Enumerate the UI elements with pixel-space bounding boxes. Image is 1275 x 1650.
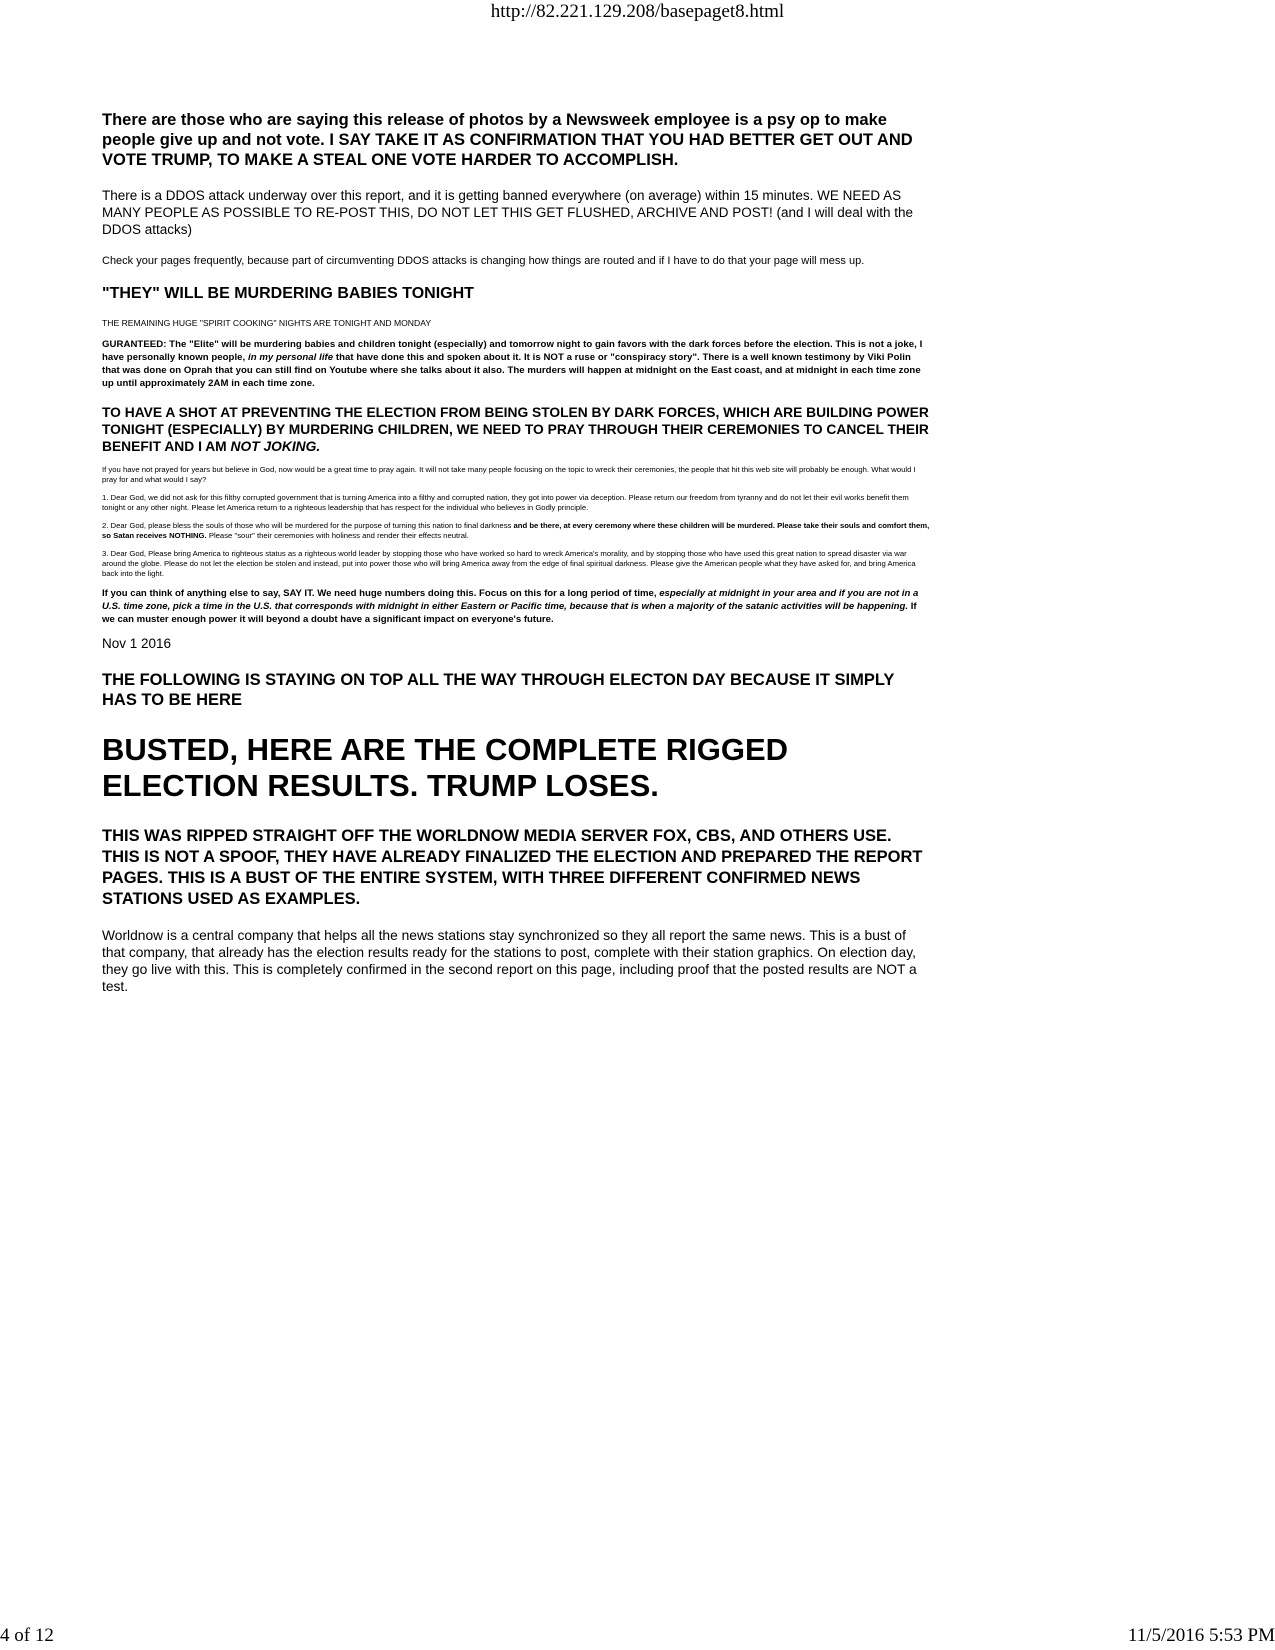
print-timestamp: 11/5/2016 5:53 PM [1127, 1625, 1275, 1646]
prayer-2-text-1: 2. Dear God, please bless the souls of those who will be murdered for the purpose of turning this nation to final darkness [102, 521, 514, 530]
pray-intro-paragraph: If you have not prayed for years but believe in God, now would be a great time to pray again. It will not take many people focusing on the topic to wreck their ceremonies, the people that hit this web site will probably be enough. What would I pray for and what would I say? [102, 465, 916, 484]
following-heading: THE FOLLOWING IS STAYING ON TOP ALL THE WAY THROUGH ELECTON DAY BECAUSE IT SIMPLY HAS TO BE HERE [102, 671, 895, 709]
article-content [102, 110, 930, 995]
remaining-nights-note: THE REMAINING HUGE "SPIRIT COOKING" NIGHTS ARE TONIGHT AND MONDAY [102, 318, 432, 328]
murder-heading: "THEY" WILL BE MURDERING BABIES TONIGHT [102, 285, 474, 302]
guaranteed-italic: in my personal life [247, 352, 334, 363]
think-paragraph [102, 587, 930, 626]
prayer-2-text-2: Please "sour" their ceremonies with holiness and render their effects neutral. [206, 531, 469, 540]
worldnow-paragraph: Worldnow is a central company that helps all the news stations stay synchronized so they all report the same news. This is a bust of that company, that already has the election results ready for the stations to post, complete with their station graphics. On election day, they go live with this. This is completely confirmed in the second report on this page, including proof that the posted results are NOT a test. [102, 928, 917, 994]
ddos-paragraph: There is a DDOS attack underway over this report, and it is getting banned everywhere (on average) within 15 minutes. WE NEED AS MANY PEOPLE AS POSSIBLE TO RE-POST THIS, DO NOT LET THIS GET FLUSHED, ARCHIVE AND POST! (and I will deal with the DDOS attacks) [102, 188, 914, 237]
think-text-2: If we can muster enough power it will beyond a doubt have a significant impact on everyone's future. [102, 601, 917, 625]
page-counter: 4 of 12 [0, 1625, 54, 1646]
prevent-heading-text: TO HAVE A SHOT AT PREVENTING THE ELECTION FROM BEING STOLEN BY DARK FORCES, WHICH ARE BUILDING POWER TONIGHT (ESPECIALLY) BY MURDERING CHILDREN, WE NEED TO PRAY THROUGH THEIR CEREMONIES TO CANCEL THEIR BENEFIT AND I AM [102, 405, 929, 454]
prayer-1-paragraph: 1. Dear God, we did not ask for this filthy corrupted government that is turning America into a filthy and corrupted nation, they got into power via deception. Please return our freedom from tyranny and do not let their evil works benefit them tonight or any other night. Please let America return to a righteous leadership that has respect for the individual who believes in Godly principle. [102, 493, 909, 512]
lead-heading: There are those who are saying this release of photos by a Newsweek employee is a psy op to make people give up and not vote. I SAY TAKE IT AS CONFIRMATION THAT YOU HAD BETTER GET OUT AND VOTE TRUMP, TO MAKE A STEAL ONE VOTE HARDER TO ACCOMPLISH. [102, 111, 913, 169]
prevent-heading [102, 404, 930, 455]
prayer-2-paragraph [102, 521, 930, 541]
guaranteed-paragraph [102, 338, 930, 390]
guaranteed-text-2: that have done this and spoken about it. It is NOT a ruse or "conspiracy story". There is a well known testimony by Viki Polin that was done on Oprah that you can still find on Youtube where she talks about it also. The murders will happen at midnight on the East coast, and at midnight in each time zone up until approximately 2AM in each time zone. [102, 352, 921, 389]
ripped-heading: THIS WAS RIPPED STRAIGHT OFF THE WORLDNOW MEDIA SERVER FOX, CBS, AND OTHERS USE. THIS IS NOT A SPOOF, THEY HAVE ALREADY FINALIZED THE ELECTION AND PREPARED THE REPORT PAGES. THIS IS A BUST OF THE ENTIRE SYSTEM, WITH THREE DIFFERENT CONFIRMED NEWS STATIONS USED AS EXAMPLES. [102, 827, 923, 908]
think-italic: especially at midnight in your area and if you are not in a U.S. time zone, pick a time in the U.S. that corresponds with midnight in either Eastern or Pacific time, because that is when a majority of the satanic activities will be happening. [102, 588, 919, 612]
guaranteed-text-1: GURANTEED: The "Elite" will be murdering babies and children tonight (especially) and tomorrow night to gain favors with the dark forces before the election. This is not a joke, I have personally known people, [102, 339, 923, 363]
prevent-heading-italic: NOT JOKING. [230, 439, 321, 454]
post-date: Nov 1 2016 [102, 636, 172, 651]
print-url-header: http://82.221.129.208/basepaget8.html [490, 1, 785, 22]
prayer-2-bold: and be there, at every ceremony where these children will be murdered. Please take their souls and comfort them, so Satan receives NOTHING. [102, 521, 930, 540]
check-pages-paragraph: Check your pages frequently, because part of circumventing DDOS attacks is changing how things are routed and if I have to do that your page will mess up. [102, 255, 865, 267]
prayer-3-paragraph: 3. Dear God, Please bring America to righteous status as a righteous world leader by stopping those who have worked so hard to wreck America's morality, and by stopping those who have used this great nation to spread disaster via war around the globe. Please do not let the election be stolen and instead, put into power those who will bring America away from the edge of final spiritual darkness. Please give the American people what they have asked for, and bring America back into the light. [102, 549, 916, 578]
think-text-1: If you can think of anything else to say, SAY IT. We need huge numbers doing this. Focus on this for a long period of time, [102, 588, 660, 599]
busted-heading: BUSTED, HERE ARE THE COMPLETE RIGGED ELECTION RESULTS. TRUMP LOSES. [102, 732, 789, 803]
